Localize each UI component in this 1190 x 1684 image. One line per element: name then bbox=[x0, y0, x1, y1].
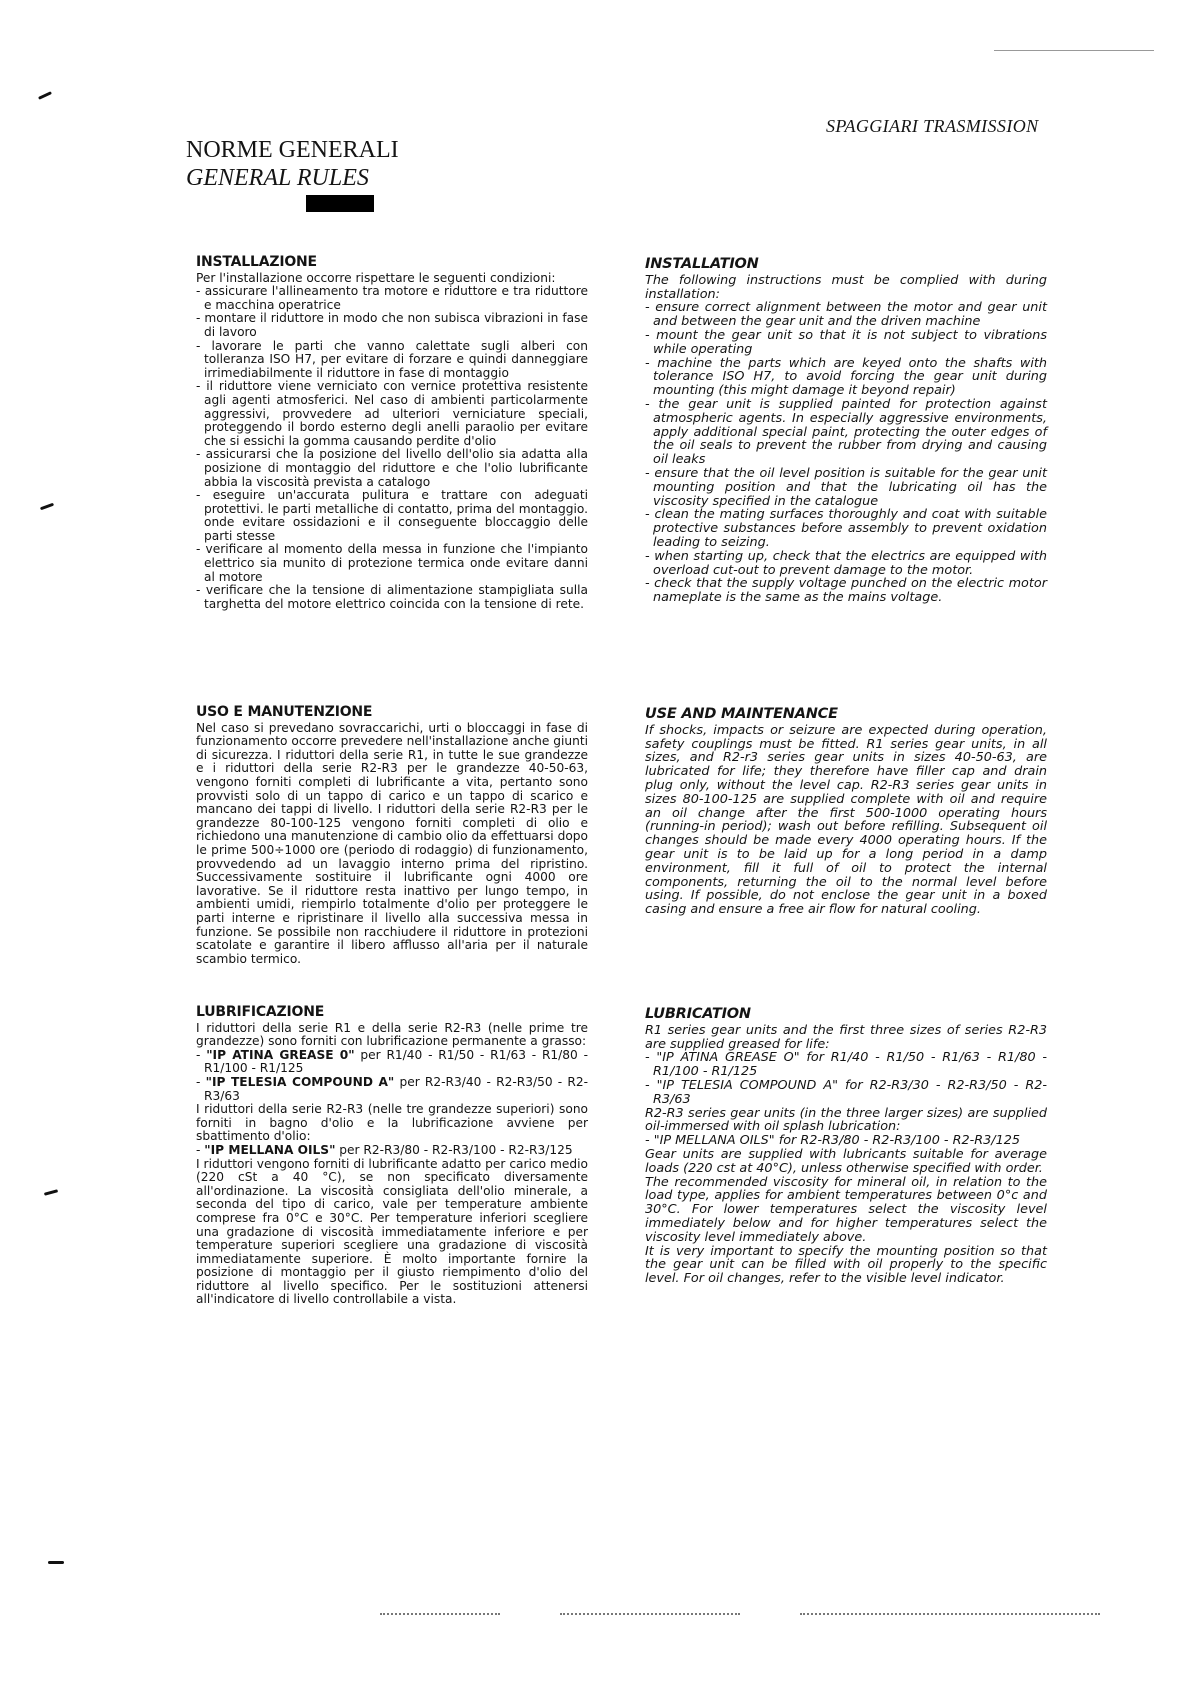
section-lubrication bbox=[645, 1008, 1047, 1286]
title-italian: NORME GENERALI bbox=[186, 137, 399, 163]
grease-list bbox=[645, 1051, 1047, 1106]
list-item: - mount the gear unit so that it is not subject to vibrations while operating bbox=[645, 329, 1047, 357]
list-item: - assicurare l'allineamento tra motore e riduttore e tra riduttore e macchina operatrice bbox=[196, 285, 588, 312]
page-title bbox=[186, 136, 399, 192]
paragraph: It is very important to specify the mounting position so that the gear unit can be filled with oil properly to the specific level. For oil changes, refer to the visible level indicator. bbox=[645, 1243, 1047, 1287]
list-item bbox=[196, 1049, 588, 1076]
list-item: - machine the parts which are keyed onto the shafts with tolerance ISO H7, to avoid forcing the gear unit during mounting (this might damage it beyond repair) bbox=[645, 357, 1047, 398]
section-heading: USO E MANUTENZIONE bbox=[196, 704, 373, 720]
installation-list bbox=[196, 285, 588, 611]
list-item: - lavorare le parti che vanno calettate sugli alberi con tolleranza ISO H7, per evitare di forzare e quindi danneggiare irrimediabilmente il riduttore in fase di montaggio bbox=[196, 340, 588, 381]
list-item: - the gear unit is supplied painted for protection against atmospheric agents. In especially aggressive environments, apply additional special paint, protecting the outer edges of the oil seals to prevent the rubber from drying and causing oil leaks bbox=[645, 398, 1047, 467]
grease-list bbox=[196, 1049, 588, 1103]
section-use-maintenance bbox=[645, 708, 1047, 917]
section-heading: INSTALLATION bbox=[645, 256, 759, 272]
product-name: "IP ATINA GREASE 0" bbox=[206, 1047, 355, 1062]
oil-intro: R2-R3 series gear units (in the three larger sizes) are supplied oil-immersed with oil splash lubrication: bbox=[645, 1105, 1047, 1135]
section-text: If shocks, impacts or seizure are expected during operation, safety couplings must be fitted. R1 series gear units, in all sizes, and R2-r3 series gear units in sizes 40-50-63, are lubricated for life; they therefore have filler cap and drain plug only, without the level cap. R2-R3 series gear units in sizes 80-100-125 are supplied complete with oil and require an oil change after the first 500-1000 operating hours (running-in period); wash out before refilling. Subsequent oil changes should be made every 4000 operating hours. If the gear unit is to be laid up for a long period in a damp environment, fill it full of oil to protect the internal components, returning the oil to the normal level before using. If possible, do not enclose the gear unit in a boxed casing and ensure a free air flow for natural cooling. bbox=[645, 722, 1047, 918]
section-intro: Per l'installazione occorre rispettare le seguenti condizioni: bbox=[196, 270, 556, 285]
list-item: - verificare al momento della messa in funzione che l'impianto elettrico sia munito di protezione termica onde evitare danni al motore bbox=[196, 543, 588, 584]
paragraph: The recommended viscosity for mineral oil, in relation to the load type, applies for ambient temperatures between 0°c and 30°C. For lower temperatures select the viscosity level immediately below and for higher temperatures select the viscosity level immediately above. bbox=[645, 1174, 1047, 1245]
product-sizes: per R2-R3/40 - R2-R3/50 - R2-R3/63 bbox=[204, 1074, 588, 1103]
list-item: - "IP TELESIA COMPOUND A" for R2-R3/30 - R2-R3/50 - R2-R3/63 bbox=[645, 1079, 1047, 1107]
list-item: - ensure that the oil level position is suitable for the gear unit mounting position and that the lubricating oil has the viscosity specified in the catalogue bbox=[645, 467, 1047, 508]
list-item: - eseguire un'accurata pulitura e trattare con adeguati protettivi. le parti metalliche di contatto, prima del montaggio. onde evitare ossidazioni e il conseguente bloccaggio delle parti stesse bbox=[196, 489, 588, 543]
list-item: - when starting up, check that the electrics are equipped with overload cut-out to prevent damage to the motor. bbox=[645, 550, 1047, 578]
brand-name: SPAGGIARI TRASMISSION bbox=[826, 116, 1039, 136]
list-item: - montare il riduttore in modo che non subisca vibrazioni in fase di lavoro bbox=[196, 312, 588, 339]
redaction-bar bbox=[306, 195, 374, 212]
section-installation bbox=[645, 258, 1047, 605]
section-heading: USE AND MAINTENANCE bbox=[645, 706, 838, 722]
section-lubrificazione bbox=[196, 1006, 588, 1307]
oil-list bbox=[196, 1144, 588, 1158]
oil-intro: I riduttori della serie R2-R3 (nelle tre grandezze superiori) sono forniti in bagno d'olio e la lubrificazione avviene per sbattimento d'olio: bbox=[196, 1102, 588, 1144]
section-heading: LUBRICATION bbox=[645, 1006, 751, 1022]
list-item bbox=[196, 1076, 588, 1103]
section-intro: R1 series gear units and the first three sizes of series R2-R3 are supplied greased for life: bbox=[645, 1022, 1047, 1052]
list-item bbox=[196, 1144, 588, 1158]
scan-mark bbox=[48, 1561, 64, 1564]
scan-dots bbox=[380, 1613, 500, 1617]
oil-list bbox=[645, 1134, 1047, 1148]
paragraph: Gear units are supplied with lubricants suitable for average loads (220 cst at 40°C), unless otherwise specified with order. bbox=[645, 1146, 1047, 1176]
scan-mark bbox=[44, 1189, 58, 1196]
list-item: - "IP ATINA GREASE O" for R1/40 - R1/50 - R1/63 - R1/80 -R1/100 - R1/125 bbox=[645, 1051, 1047, 1079]
section-heading: LUBRIFICAZIONE bbox=[196, 1004, 325, 1020]
list-item: - ensure correct alignment between the motor and gear unit and between the gear unit and the driven machine bbox=[645, 301, 1047, 329]
section-text: Nel caso si prevedano sovraccarichi, urti o bloccaggi in fase di funzionamento occorre prevedere nell'installazione anche giunti di sicurezza. I riduttori della serie R1, in tutte le sue grandezze e i riduttori della serie R2-R3 per le grandezze 40-50-63, vengono forniti completi di lubrificante a vita, pertanto sono provvisti solo di un tappo di carico e un tappo di scarico e mancano dei tappi di livello. I riduttori della serie R2-R3 per le grandezze 80-100-125 vengono forniti completi di olio e richiedono una manutenzione di cambio olio da effettuarsi dopo le prime 500÷1000 ore (periodo di rodaggio) di funzionamento, provvedendo ad un lavaggio interno prima del ripristino. Successivamente sostituire il lubrificante ogni 4000 ore lavorative. Se il riduttore resta inattivo per lungo tempo, in ambienti umidi, riempirlo totalmente d'olio per proteggere le parti interne e ripristinare il livello alla successiva messa in funzione. Se possibile non racchiudere il riduttore in protezioni scatolate e garantire il libero afflusso all'aria per il naturale scambio termico. bbox=[196, 720, 588, 966]
list-item: - il riduttore viene verniciato con vernice protettiva resistente agli agenti atmosferici. Nel caso di ambienti particolarmente aggressivi, provvedere ad ulteriori verniciature speciali, proteggendo il bordo esterno degli anelli paraolio per evitare che si essichi la gomma causando perdite d'olio bbox=[196, 380, 588, 448]
scan-mark bbox=[40, 503, 54, 511]
section-uso-manutenzione bbox=[196, 706, 588, 966]
product-sizes: per R2-R3/80 - R2-R3/100 - R2-R3/125 bbox=[339, 1142, 573, 1157]
section-text: I riduttori vengono forniti di lubrificante adatto per carico medio (220 cSt a 40 °C), se non specificato diversamente all'ordinazione. La viscosità consigliata dell'olio minerale, a seconda del tipo di carico, vale per temperature ambiente comprese fra 0°C e 30°C. Per temperature inferiori scegliere una gradazione di viscosità immediatamente inferiore e per temperature superiori scegliere una gradazione di viscosità immediatamente superiore. È molto importante fornire la posizione di montaggio per il giusto riempimento d'olio del riduttore al livello specifico. Per le sostituzioni attenersi all'indicatore di livello controllabile a vista. bbox=[196, 1156, 588, 1307]
scan-dots bbox=[560, 1613, 740, 1617]
product-sizes: per R1/40 - R1/50 - R1/63 - R1/80 - R1/100 - R1/125 bbox=[204, 1047, 588, 1076]
section-intro: I riduttori della serie R1 e della serie R2-R3 (nelle prime tre grandezze) sono forniti con lubrificazione permanente a grasso: bbox=[196, 1020, 588, 1049]
title-english: GENERAL RULES bbox=[186, 165, 369, 191]
list-item: - verificare che la tensione di alimentazione stampigliata sulla targhetta del motore elettrico coincida con la tensione di rete. bbox=[196, 584, 588, 611]
scan-dots bbox=[800, 1613, 1100, 1617]
list-item: - check that the supply voltage punched on the electric motor nameplate is the same as the mains voltage. bbox=[645, 577, 1047, 605]
product-name: "IP TELESIA COMPOUND A" bbox=[205, 1074, 395, 1089]
section-heading: INSTALLAZIONE bbox=[196, 254, 317, 270]
section-installazione bbox=[196, 256, 588, 611]
list-item: - assicurarsi che la posizione del livello dell'olio sia adatta alla posizione di montaggio del riduttore e che l'olio lubrificante abbia la viscosità prevista a catalogo bbox=[196, 448, 588, 489]
installation-list bbox=[645, 301, 1047, 605]
list-item: - "IP MELLANA OILS" for R2-R3/80 - R2-R3/100 - R2-R3/125 bbox=[645, 1134, 1047, 1148]
section-intro: The following instructions must be complied with during installation: bbox=[645, 272, 1047, 302]
scan-mark bbox=[38, 91, 52, 100]
product-name: "IP MELLANA OILS" bbox=[204, 1142, 336, 1157]
list-item: - clean the mating surfaces thoroughly and coat with suitable protective substances before assembly to prevent oxidation leading to seizing. bbox=[645, 508, 1047, 549]
scan-line bbox=[994, 50, 1154, 51]
